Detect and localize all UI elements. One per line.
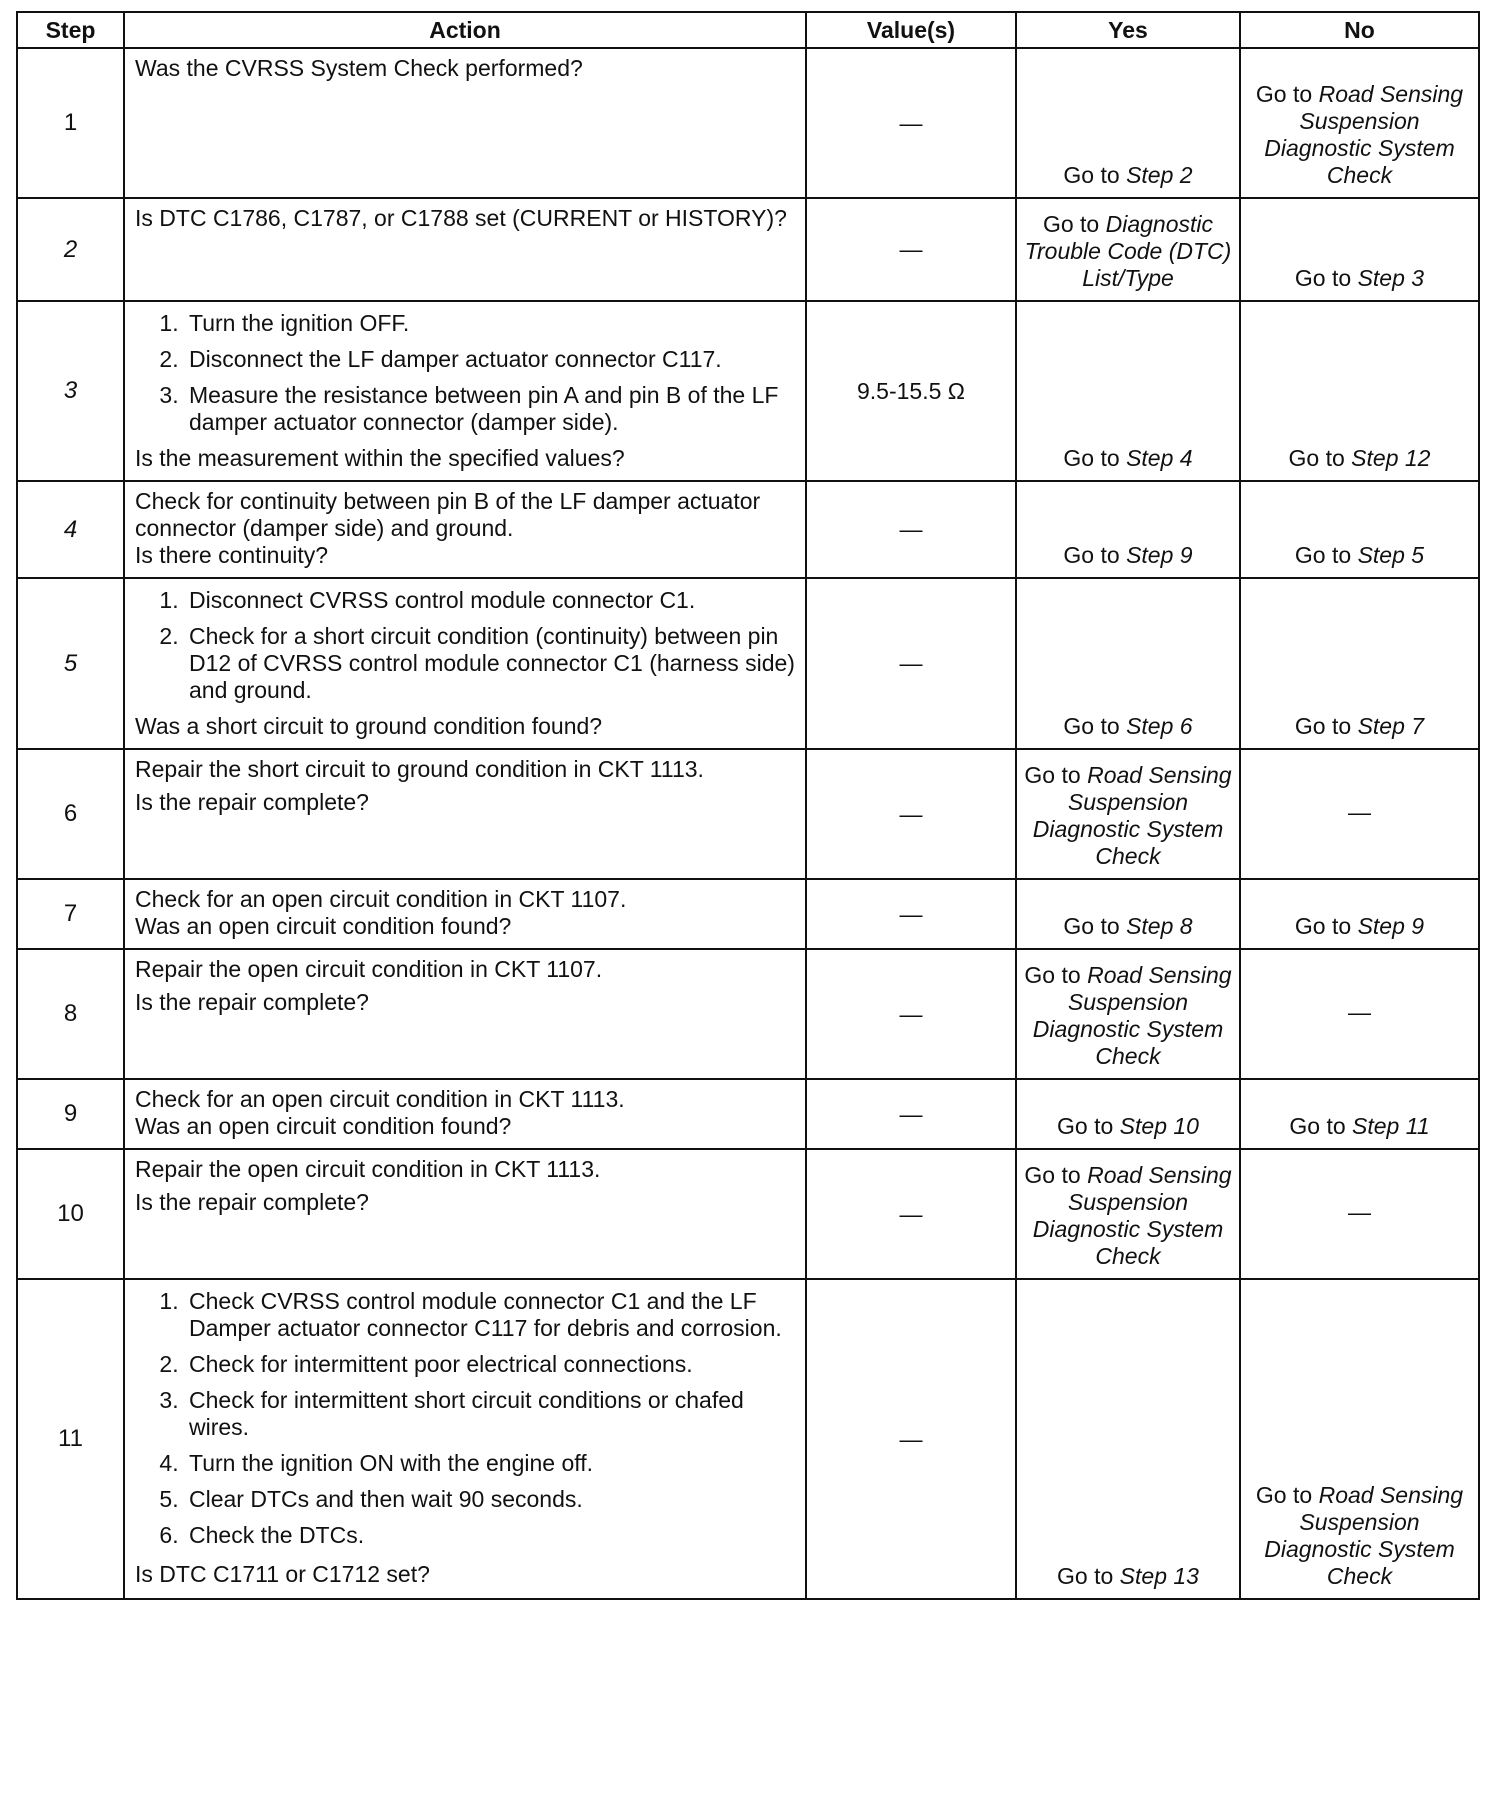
action-cell: [124, 198, 806, 301]
action-body: [125, 880, 805, 913]
goto-label: Go to: [1288, 445, 1345, 471]
action-content: [125, 1150, 805, 1276]
step-number: 9: [17, 1079, 124, 1149]
action-body: [125, 750, 805, 816]
goto-label: Go to: [1024, 762, 1081, 788]
goto-label: Go to: [1294, 713, 1352, 739]
value-cell: —: [806, 578, 1016, 749]
action-question: Is DTC C1711 or C1712 set?: [135, 1561, 430, 1587]
action-content: [125, 49, 805, 195]
table-row: [17, 578, 1479, 749]
action-body: [125, 1080, 805, 1113]
header-no: No: [1240, 12, 1479, 48]
action-body: [125, 302, 805, 445]
goto-reference-link[interactable]: Step 8: [1126, 913, 1193, 939]
action-text: Was the CVRSS System Check performed?: [135, 55, 583, 81]
yes-cell: [1016, 949, 1240, 1079]
yes-cell: [1016, 481, 1240, 578]
table-row: [17, 1149, 1479, 1279]
action-cell: [124, 749, 806, 879]
action-step-item: 3. Measure the resistance between pin A and pin B of the LF damper actuator connector (damper side).: [185, 382, 795, 436]
action-question: Was a short circuit to ground condition found?: [135, 713, 603, 739]
action-step-item: 3. Check for intermittent short circuit conditions or chafed wires.: [185, 1387, 795, 1441]
action-step-item: 1. Disconnect CVRSS control module connector C1.: [185, 587, 795, 614]
action-text: Repair the open circuit condition in CKT 1107.: [135, 956, 603, 982]
yes-cell: [1016, 1279, 1240, 1599]
action-content: [125, 1080, 805, 1148]
goto-reference-link[interactable]: Step 9: [1126, 542, 1193, 568]
action-step-list: [125, 587, 805, 704]
value-cell: —: [806, 48, 1016, 198]
goto-reference-link[interactable]: Step 9: [1357, 913, 1425, 939]
header-yes: Yes: [1016, 12, 1240, 48]
action-content: [125, 579, 805, 748]
action-cell: [124, 578, 806, 749]
step-number: 5: [17, 578, 124, 749]
goto-reference-link[interactable]: Road Sensing Suspension Diagnostic System Check: [1032, 1162, 1232, 1269]
step-number: 10: [17, 1149, 124, 1279]
yes-cell: [1016, 749, 1240, 879]
goto-reference-link[interactable]: Step 12: [1351, 445, 1431, 471]
yes-cell: [1016, 301, 1240, 481]
table-row: [17, 949, 1479, 1079]
action-text: Check for continuity between pin B of the LF damper actuator connector (damper side) and ground.: [135, 488, 761, 541]
action-cell: [124, 879, 806, 949]
action-cell: [124, 1279, 806, 1599]
value-cell: —: [806, 1079, 1016, 1149]
yes-cell: [1016, 879, 1240, 949]
goto-reference-link[interactable]: Step 2: [1126, 162, 1193, 188]
table-row: [17, 879, 1479, 949]
no-cell: [1240, 1279, 1479, 1599]
goto-label: Go to: [1024, 962, 1081, 988]
action-cell: [124, 949, 806, 1079]
action-body: [125, 950, 805, 1016]
goto-reference-link[interactable]: Step 5: [1357, 542, 1425, 568]
step-number: 4: [17, 481, 124, 578]
action-body: [125, 1150, 805, 1216]
action-body: [125, 1280, 805, 1558]
value-cell: —: [806, 749, 1016, 879]
goto-label: Go to: [1063, 445, 1120, 471]
value-cell: —: [806, 481, 1016, 578]
no-cell: [1240, 879, 1479, 949]
goto-reference-link[interactable]: Road Sensing Suspension Diagnostic System Check: [1264, 81, 1464, 188]
diagnostic-table: [16, 11, 1480, 1600]
action-content: [125, 302, 805, 480]
no-cell: [1240, 481, 1479, 578]
action-text: Is the repair complete?: [135, 989, 369, 1015]
goto-reference-link[interactable]: Step 7: [1357, 713, 1425, 739]
yes-cell: [1016, 198, 1240, 301]
goto-label: Go to: [1255, 1482, 1313, 1508]
action-step-item: 6. Check the DTCs.: [185, 1522, 795, 1549]
goto-reference-link[interactable]: Step 4: [1126, 445, 1193, 471]
action-content: [125, 1280, 805, 1596]
header-row: [17, 12, 1479, 48]
table-row: [17, 301, 1479, 481]
goto-label: Go to: [1289, 1113, 1346, 1139]
header-action: Action: [124, 12, 806, 48]
no-cell: [1240, 48, 1479, 198]
table-row: [17, 749, 1479, 879]
goto-label: Go to: [1057, 1563, 1114, 1589]
goto-reference-link[interactable]: Step 10: [1119, 1113, 1199, 1139]
goto-label: Go to: [1063, 542, 1120, 568]
step-number: 11: [17, 1279, 124, 1599]
goto-label: Go to: [1024, 1162, 1081, 1188]
table-row: [17, 198, 1479, 301]
action-step-item: 1. Check CVRSS control module connector C1 and the LF Damper actuator connector C117 for debris and corrosion.: [185, 1288, 795, 1342]
goto-label: Go to: [1063, 713, 1120, 739]
no-action-dash: —: [1348, 1198, 1371, 1225]
goto-label: Go to: [1042, 211, 1100, 237]
action-step-list: [125, 1288, 805, 1549]
goto-label: Go to: [1063, 162, 1120, 188]
action-body: [125, 49, 805, 82]
action-content: [125, 750, 805, 876]
table-row: [17, 1079, 1479, 1149]
action-step-item: 2. Disconnect the LF damper actuator connector C117.: [185, 346, 795, 373]
value-cell: —: [806, 879, 1016, 949]
action-question: Is the measurement within the specified values?: [135, 445, 625, 471]
yes-cell: [1016, 1079, 1240, 1149]
value-cell: —: [806, 1279, 1016, 1599]
goto-label: Go to: [1294, 265, 1352, 291]
no-action-dash: —: [1348, 998, 1371, 1025]
table-body: [17, 48, 1479, 1599]
action-text: Is the repair complete?: [135, 1189, 369, 1215]
step-number: 7: [17, 879, 124, 949]
step-number: 6: [17, 749, 124, 879]
goto-reference-link[interactable]: Road Sensing Suspension Diagnostic System Check: [1032, 762, 1232, 869]
table-row: [17, 48, 1479, 198]
step-number: 8: [17, 949, 124, 1079]
action-cell: [124, 48, 806, 198]
goto-reference-link[interactable]: Step 13: [1119, 1563, 1199, 1589]
action-step-item: 1. Turn the ignition OFF.: [185, 310, 795, 337]
goto-reference-link[interactable]: Step 3: [1357, 265, 1425, 291]
action-content: [125, 482, 805, 577]
goto-reference-link[interactable]: Road Sensing Suspension Diagnostic System Check: [1264, 1482, 1464, 1589]
action-text: Repair the short circuit to ground condition in CKT 1113.: [135, 756, 704, 782]
step-number: 3: [17, 301, 124, 481]
no-cell: [1240, 198, 1479, 301]
action-question: Is there continuity?: [135, 542, 329, 568]
no-action-dash: —: [1348, 798, 1371, 825]
goto-reference-link[interactable]: Diagnostic Trouble Code (DTC) List/Type: [1024, 211, 1232, 291]
goto-label: Go to: [1255, 81, 1313, 107]
action-body: [125, 579, 805, 713]
action-text: Repair the open circuit condition in CKT 1113.: [135, 1156, 601, 1182]
no-cell: [1240, 1149, 1479, 1279]
goto-label: Go to: [1294, 542, 1352, 568]
step-number: 1: [17, 48, 124, 198]
value-cell: —: [806, 198, 1016, 301]
action-content: [125, 950, 805, 1076]
action-cell: [124, 1079, 806, 1149]
step-number: 2: [17, 198, 124, 301]
goto-reference-link[interactable]: Road Sensing Suspension Diagnostic System Check: [1032, 962, 1232, 1069]
no-cell: [1240, 749, 1479, 879]
goto-reference-link[interactable]: Step 11: [1352, 1113, 1430, 1139]
no-cell: [1240, 578, 1479, 749]
yes-cell: [1016, 1149, 1240, 1279]
action-step-item: 2. Check for a short circuit condition (continuity) between pin D12 of CVRSS control module connector C1 (harness side) and ground.: [185, 623, 795, 704]
goto-label: Go to: [1057, 1113, 1114, 1139]
action-question: Was an open circuit condition found?: [135, 913, 512, 939]
action-text: Is DTC C1786, C1787, or C1788 set (CURRENT or HISTORY)?: [135, 205, 787, 231]
goto-label: Go to: [1294, 913, 1352, 939]
action-text: Check for an open circuit condition in CKT 1113.: [135, 1086, 625, 1112]
action-content: [125, 880, 805, 948]
value-cell: —: [806, 949, 1016, 1079]
table-row: [17, 1279, 1479, 1599]
action-step-item: 5. Clear DTCs and then wait 90 seconds.: [185, 1486, 795, 1513]
action-cell: [124, 1149, 806, 1279]
action-body: [125, 482, 805, 542]
header-values: Value(s): [806, 12, 1016, 48]
action-step-item: 2. Check for intermittent poor electrical connections.: [185, 1351, 795, 1378]
goto-reference-link[interactable]: Step 6: [1126, 713, 1193, 739]
no-cell: [1240, 1079, 1479, 1149]
action-step-list: [125, 310, 805, 436]
yes-cell: [1016, 578, 1240, 749]
action-text: Check for an open circuit condition in CKT 1107.: [135, 886, 627, 912]
no-cell: [1240, 949, 1479, 1079]
value-cell: 9.5-15.5 Ω: [806, 301, 1016, 481]
action-question: Was an open circuit condition found?: [135, 1113, 512, 1139]
action-text: Is the repair complete?: [135, 789, 369, 815]
yes-cell: [1016, 48, 1240, 198]
value-cell: —: [806, 1149, 1016, 1279]
action-cell: [124, 301, 806, 481]
action-cell: [124, 481, 806, 578]
goto-label: Go to: [1063, 913, 1120, 939]
action-content: [125, 199, 805, 298]
no-cell: [1240, 301, 1479, 481]
table-row: [17, 481, 1479, 578]
action-step-item: 4. Turn the ignition ON with the engine off.: [185, 1450, 795, 1477]
action-body: [125, 199, 805, 232]
header-step: Step: [17, 12, 124, 48]
